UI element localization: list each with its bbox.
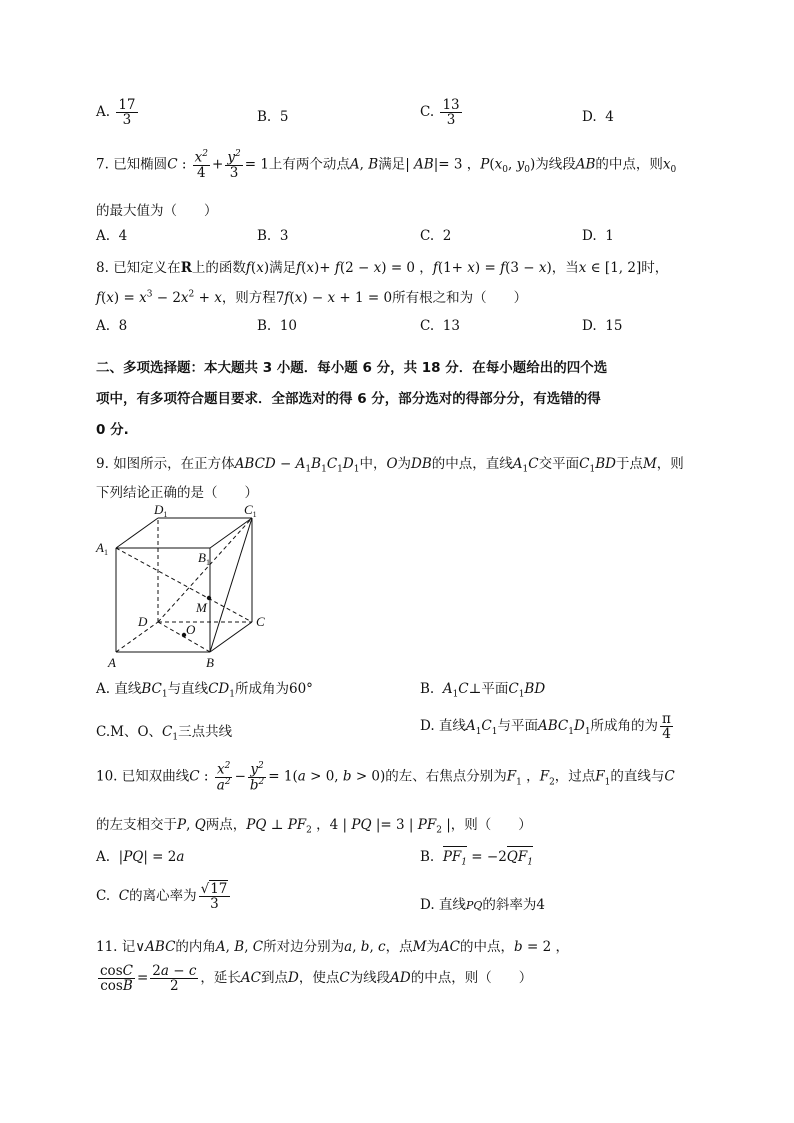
text: A. bbox=[96, 849, 111, 865]
angle-value: 60° bbox=[288, 681, 313, 697]
q10-stem-line1: 10. 已知双曲线C : $\frac{x^2}{a^2}$ − $\frac{y^2}{b^2}$ = 1(a > 0, b > 0)的左、右焦点分别为$F_1$ ，$F_2$，过点$F_1$的直线与C bbox=[96, 761, 675, 794]
text: 的直线与 bbox=[610, 768, 665, 785]
option-letter: C. bbox=[420, 104, 435, 121]
text: 于点 bbox=[615, 456, 643, 472]
numerator: $x^2$ bbox=[194, 149, 209, 166]
text: 的中点， bbox=[460, 939, 515, 955]
math: C bbox=[167, 156, 178, 173]
text: 满足 bbox=[269, 260, 297, 276]
numerator: π bbox=[662, 711, 671, 727]
text: 交平面 bbox=[538, 456, 580, 472]
math: f bbox=[96, 290, 101, 306]
section-header-line3: 0 分. bbox=[96, 422, 129, 438]
q10-stem-line2: 的左支相交于P, Q两点，PQ ⊥ $PF_2$ ，4 | PQ |= 3 | $PF_2$ |，则（ ） bbox=[96, 817, 532, 836]
q9-option-a: A. 直线$BC_1$与直线$CD_1$所成角为60° bbox=[96, 681, 313, 700]
q6-option-d bbox=[582, 109, 614, 125]
denominator: 3 bbox=[210, 896, 219, 913]
option-letter: D. bbox=[582, 318, 597, 334]
denominator: 4 bbox=[662, 726, 671, 743]
text: ，当 bbox=[551, 260, 579, 276]
q6-option-c bbox=[420, 98, 464, 127]
label-a: A bbox=[108, 655, 116, 670]
option-value: 3 bbox=[279, 228, 289, 244]
math: f bbox=[245, 260, 251, 276]
fraction bbox=[116, 98, 137, 127]
option-letter: D. bbox=[582, 228, 597, 244]
option-letter: A. bbox=[96, 104, 111, 121]
q10-option-b: B. $PF_1 = -2QF_1$ bbox=[420, 849, 533, 868]
radicand: 17 bbox=[210, 881, 228, 897]
text: 上有两个动点 bbox=[268, 156, 350, 173]
option-letter: A. bbox=[96, 228, 111, 244]
option-value: 10 bbox=[279, 318, 297, 334]
math: AB bbox=[414, 156, 434, 173]
label-c1: $C_1$ bbox=[244, 502, 257, 519]
denominator: 4 bbox=[197, 164, 206, 181]
text: 两点， bbox=[205, 817, 247, 833]
text: 为 bbox=[397, 456, 412, 472]
text: 的内角 bbox=[175, 939, 216, 955]
q6-option-b bbox=[257, 109, 288, 125]
fraction: $\frac{x^2}{a^2}$ bbox=[216, 761, 231, 794]
text: ，则方程 bbox=[221, 290, 276, 306]
fraction bbox=[199, 882, 231, 911]
question-number: 11. bbox=[96, 939, 118, 955]
edge-c1b bbox=[210, 518, 252, 652]
q8-option-d bbox=[582, 318, 622, 334]
point-m bbox=[207, 596, 211, 600]
option-letter: B. bbox=[257, 109, 272, 125]
option-letter: B. bbox=[257, 228, 272, 244]
math: R bbox=[180, 260, 192, 276]
text: 为线段 bbox=[349, 970, 391, 987]
q9-option-d: D. 直线$A_1C_1$与平面$ABC_1D_1$所成角的为 $\frac{\pi}{4}$ bbox=[420, 711, 671, 743]
fraction: $\frac{2a - c}{2}$ bbox=[152, 963, 197, 995]
math: x bbox=[662, 156, 671, 173]
text: 时， bbox=[641, 260, 669, 276]
diag-a1c bbox=[116, 548, 252, 622]
math: AB bbox=[575, 156, 596, 173]
text: ，则 bbox=[656, 456, 684, 472]
question-number: 10. bbox=[96, 768, 118, 785]
numerator: √17 bbox=[199, 882, 231, 897]
question-number: 8. bbox=[96, 260, 109, 276]
q8-option-b bbox=[257, 318, 297, 334]
fraction bbox=[193, 150, 210, 180]
q9-stem-line1: 9. 如图所示，在正方体ABCD − $A_1B_1C_1D_1$中，O为DB的中点，直线$A_1C$交平面$C_1BD$于点M，则 bbox=[96, 456, 684, 475]
numerator: $y^2$ bbox=[227, 149, 241, 166]
text: ，则（ ） bbox=[450, 817, 532, 833]
q9-stem-line2: 下列结论正确的是（ ） bbox=[96, 485, 258, 501]
label-b1: $B_1$ bbox=[198, 550, 210, 567]
text: 已知双曲线 bbox=[121, 768, 190, 785]
q7-option-a bbox=[96, 228, 127, 244]
text: 与直线 bbox=[167, 681, 209, 697]
q7-stem-line2: 的最大值为（ ） bbox=[96, 203, 218, 219]
text: B. bbox=[420, 849, 435, 865]
option-value: 4 bbox=[118, 228, 128, 244]
text: 记∨ bbox=[121, 939, 146, 955]
question-number: 7. bbox=[96, 156, 109, 173]
text: ，过点 bbox=[554, 768, 596, 785]
fraction bbox=[660, 712, 673, 741]
fraction bbox=[440, 98, 461, 127]
label-d: D bbox=[138, 614, 148, 629]
q9-option-c: C.M、O、$C_1$三点共线 bbox=[96, 724, 233, 743]
denominator: 3 bbox=[446, 112, 456, 129]
q11-stem-line2: $\frac{\cos C}{\cos B}$ = $\frac{2a - c}{2}$ ，延长AC到点D，使点C为线段AD的中点，则（ ） bbox=[100, 963, 533, 995]
q10-option-c: C. C的离心率为 $\frac{√17}{3}$ bbox=[96, 882, 232, 911]
text: ⊥平面 bbox=[468, 681, 509, 697]
text: 的中点，则（ ） bbox=[410, 970, 533, 987]
text: A. 直线 bbox=[96, 681, 142, 697]
q7-stem-line1: 7. 已知椭圆C : $\frac{x^2}{4}$ + $\frac{y^2}{3}$ = 1上有两个动点A, B满足| AB|= 3 ，$P(x_0$, $y_0$)为线段AB的中点，则$x_0$ bbox=[96, 149, 677, 181]
text: 的斜率为4 bbox=[482, 897, 545, 913]
q8-stem-line1: 8. 已知定义在R上的函数f(x)满足f(x)+ f(2 − x) = 0 ，f(1+ x) = f(3 − x)，当x ∈ [1, 2]时， bbox=[96, 260, 669, 276]
text: C.M、O、 bbox=[96, 724, 163, 740]
option-letter: C. bbox=[420, 318, 435, 334]
edge-ad bbox=[116, 622, 158, 652]
q9-option-b: B. $A_1C\perp$平面$C_1BD$ bbox=[420, 681, 546, 700]
text: 已知椭圆 bbox=[113, 156, 168, 173]
math: B bbox=[368, 156, 379, 173]
text: 上的函数 bbox=[191, 260, 246, 276]
text: 所成角为 bbox=[234, 681, 289, 697]
text: C. bbox=[96, 888, 111, 905]
section-header-line2: 项中，有多项符合题目要求．全部选对的得 6 分，部分选对的得部分分，有选错的得 bbox=[96, 391, 601, 407]
text: 已知定义在 bbox=[113, 260, 181, 276]
denominator: 3 bbox=[229, 164, 239, 181]
q11-stem-line1: 11. 记∨ABC的内角A, B, C所对边分别为a, b, c，点M为AC的中点，b = 2 ， bbox=[96, 939, 569, 955]
label-m: M bbox=[196, 600, 207, 615]
option-value: 4 bbox=[605, 109, 614, 125]
numerator: 13 bbox=[442, 97, 460, 113]
option-value: 5 bbox=[279, 109, 289, 125]
q8-option-a bbox=[96, 318, 127, 334]
q10-option-a: A. |PQ| = 2a bbox=[96, 849, 185, 865]
option-value: 15 bbox=[605, 318, 623, 334]
question-number: 9. bbox=[96, 456, 109, 472]
text: 如图所示，在正方体 bbox=[113, 456, 235, 472]
label-b: B bbox=[206, 655, 214, 670]
option-value: 13 bbox=[442, 318, 460, 334]
edge-c1b1 bbox=[210, 518, 252, 548]
label-a1: $A_1$ bbox=[96, 540, 108, 557]
fraction bbox=[225, 150, 242, 180]
section-header-line1: 二、多项选择题：本大题共 3 小题．每小题 6 分，共 18 分．在每小题给出的四个选 bbox=[96, 360, 608, 376]
fraction: $\frac{\cos C}{\cos B}$ bbox=[100, 963, 133, 995]
math: A bbox=[349, 156, 360, 173]
option-letter: B. bbox=[257, 318, 272, 334]
edge-cb bbox=[210, 622, 252, 652]
q8-stem-line2: $f(x) = x^3 - 2x^2 + x$，则方程7f(x) − x + 1 = 0所有根之和为（ ） bbox=[96, 289, 528, 306]
option-letter: A. bbox=[96, 318, 111, 334]
denominator: 3 bbox=[122, 112, 132, 129]
text: ，点 bbox=[385, 939, 413, 955]
text: 与平面 bbox=[497, 718, 538, 735]
text: 为 bbox=[426, 939, 440, 955]
text: 的离心率为 bbox=[129, 888, 197, 905]
label-o: O bbox=[186, 622, 196, 637]
text: 三点共线 bbox=[178, 724, 233, 740]
text: 为线段 bbox=[535, 156, 576, 173]
text: 所有根之和为（ ） bbox=[392, 290, 528, 306]
numerator: 17 bbox=[118, 97, 136, 113]
q10-option-d: D. 直线PQ的斜率为4 bbox=[420, 897, 545, 913]
text: 中， bbox=[359, 456, 387, 472]
label-d1: $D_1$ bbox=[154, 502, 168, 519]
option-value: 8 bbox=[118, 318, 128, 334]
text: D. 直线 bbox=[420, 897, 466, 913]
edge-a1d1 bbox=[116, 518, 158, 548]
text: B. bbox=[420, 681, 435, 697]
q7-option-c bbox=[420, 228, 451, 244]
q7-option-d bbox=[582, 228, 614, 244]
q6-option-a bbox=[96, 98, 140, 127]
option-letter: C. bbox=[420, 228, 435, 244]
text: D. 直线 bbox=[420, 718, 466, 735]
q7-option-b bbox=[257, 228, 288, 244]
fraction: $\frac{y^2}{b^2}$ bbox=[249, 761, 265, 794]
q8-option-c bbox=[420, 318, 460, 334]
text: 满足 bbox=[378, 156, 406, 173]
text: 到点 bbox=[261, 970, 288, 987]
cube-figure bbox=[92, 502, 282, 672]
text: 所成角的为 bbox=[590, 718, 659, 735]
text: ，使点 bbox=[298, 970, 340, 987]
text: 的左支相交于 bbox=[96, 817, 177, 833]
text: 的左、右焦点分别为 bbox=[385, 768, 507, 785]
option-value: 1 bbox=[605, 228, 614, 244]
text: 所对边分别为 bbox=[263, 939, 345, 955]
option-letter: D. bbox=[582, 109, 597, 125]
option-value: 2 bbox=[442, 228, 452, 244]
text: ，延长 bbox=[200, 970, 241, 987]
label-c: C bbox=[256, 614, 265, 629]
text: 的中点，则 bbox=[595, 156, 663, 173]
math: P bbox=[480, 156, 490, 173]
text: 的中点，直线 bbox=[431, 456, 513, 472]
